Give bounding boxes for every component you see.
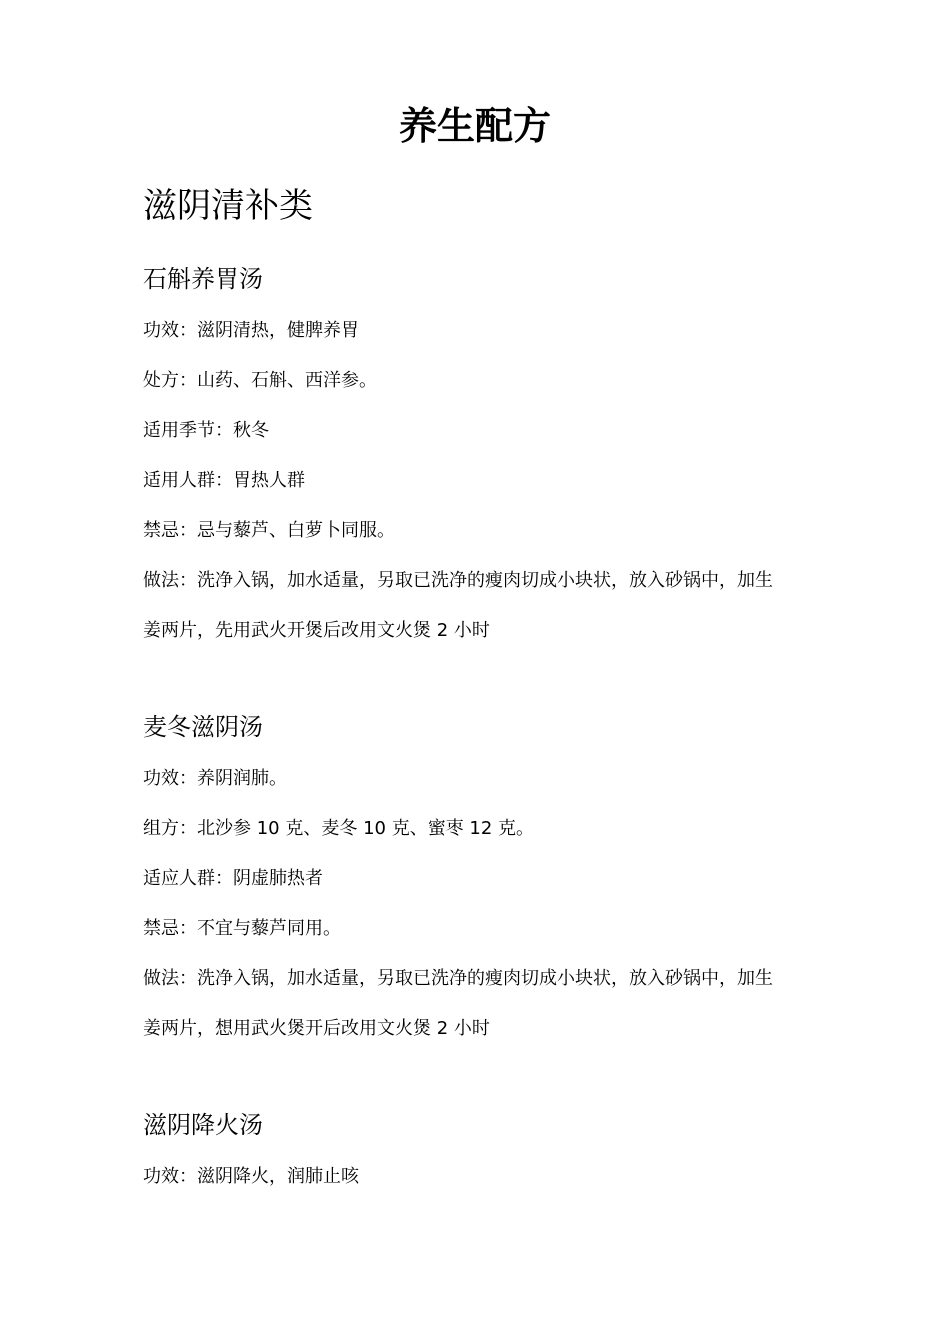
recipe-title: 滋阴降火汤	[143, 1111, 263, 1139]
recipe-effect: 功效：滋阴清热，健脾养胃	[143, 320, 359, 341]
recipe-block	[143, 1108, 823, 1188]
recipe-audience: 适应人群：阴虚肺热者	[143, 868, 323, 889]
section-title: 滋阴清补类	[143, 186, 313, 226]
recipe-block	[143, 262, 823, 656]
recipe-prescription: 组方：北沙参 10 克、麦冬 10 克、蜜枣 12 克。	[143, 818, 535, 839]
recipe-block	[143, 710, 823, 1054]
recipe-method	[143, 556, 823, 656]
recipe-method-line: 做法：洗净入锅，加水适量，另取已洗净的瘦肉切成小块状，放入砂锅中，加生	[143, 968, 773, 989]
recipe-season: 适用季节：秋冬	[143, 420, 269, 441]
recipe-method	[143, 954, 823, 1054]
recipe-contraindication: 禁忌：忌与藜芦、白萝卜同服。	[143, 520, 395, 541]
document-title: 养生配方	[398, 104, 551, 148]
recipe-effect: 功效：养阴润肺。	[143, 768, 287, 789]
recipe-method-line: 做法：洗净入锅，加水适量，另取已洗净的瘦肉切成小块状，放入砂锅中，加生	[143, 570, 773, 591]
recipe-title: 麦冬滋阴汤	[143, 713, 263, 741]
recipe-title: 石斛养胃汤	[143, 265, 263, 293]
recipe-method-line: 姜两片，先用武火开煲后改用文火煲 2 小时	[143, 620, 490, 641]
recipe-method-line: 姜两片，想用武火煲开后改用文火煲 2 小时	[143, 1018, 490, 1039]
recipe-prescription: 处方：山药、石斛、西洋参。	[143, 370, 377, 391]
recipe-contraindication: 禁忌：不宜与藜芦同用。	[143, 918, 341, 939]
recipe-audience: 适用人群：胃热人群	[143, 470, 305, 491]
recipe-effect: 功效：滋阴降火，润肺止咳	[143, 1166, 359, 1187]
